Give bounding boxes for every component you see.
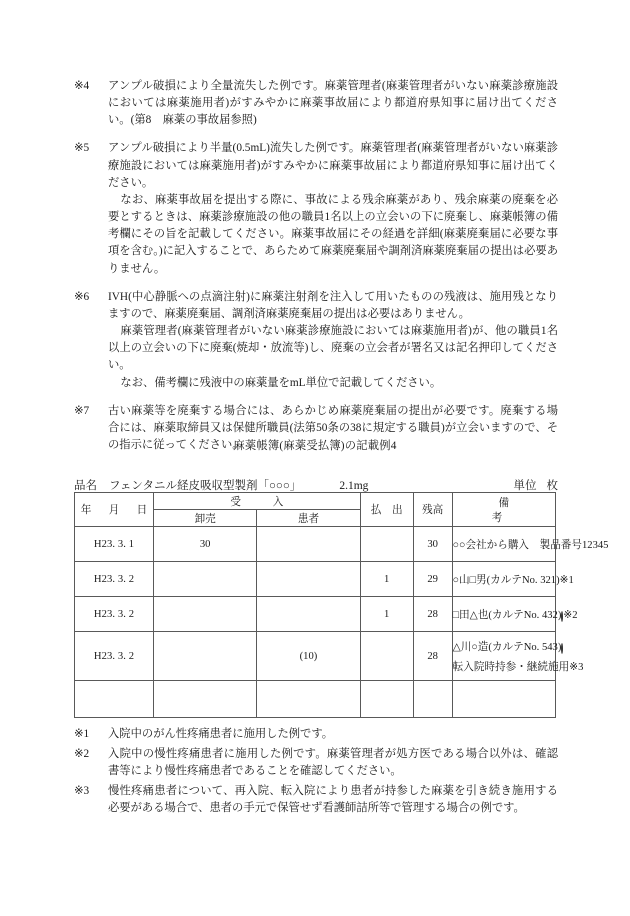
- remarks-text: □田△也(カルテNo. 432): [452, 609, 562, 621]
- cell-wholesale: 30: [154, 527, 257, 562]
- cell-payout: [360, 632, 413, 681]
- bottom-note-paragraph: 慢性疼痛患者について、再入院、転入院により患者が持参した麻薬を引き続き施用する必要がある場合で、患者の手元で保管せず看護師詰所等で管理する場合の例です。: [108, 784, 558, 814]
- bottom-note-paragraph: 入院中のがん性疼痛患者に施用した例です。: [108, 728, 334, 740]
- remarks-line-2: [452, 659, 584, 674]
- product-header-line: [74, 477, 558, 493]
- col-header-remarks-label: 備 考: [491, 497, 572, 524]
- bottom-note-marker: ※2: [74, 747, 90, 760]
- col-header-receipt-group: [154, 493, 361, 510]
- col-header-wholesale-label: 卸売: [194, 513, 216, 525]
- remarks-text: ○○会社から購入 製品番号12345: [452, 539, 609, 551]
- top-note-paragraph: なお、麻薬事故届を提出する際に、事故による残余麻薬があり、残余麻薬の廃棄を必要とするときは、麻薬診療施設の他の職員1名以上の立会いの下に廃棄し、麻薬帳簿の備考欄にその旨を記載してください。麻薬事故届にその経過を詳細(麻薬廃棄届に必要な事項を含む。)に記入することで、あらためて麻薬廃棄届や調剤済麻薬廃棄届の提出は必要ありません。: [108, 193, 558, 275]
- remarks-footnote-ref: ※1: [559, 574, 574, 586]
- product-dose: 2.1mg: [339, 480, 369, 492]
- table-row: [75, 562, 556, 597]
- top-note-body: [108, 78, 558, 129]
- table-row: [75, 632, 556, 681]
- page-title: 麻薬帳簿(麻薬受払簿)の記載例4: [233, 440, 397, 452]
- cell-balance: 29: [413, 562, 452, 597]
- top-note-paragraph: 古い麻薬等を廃棄する場合には、あらかじめ麻薬廃棄届の提出が必要です。廃棄する場合には、麻薬取締員又は保健所職員(法第50条の38に規定する職員)が立会いますので、その指示に従ってください。: [108, 404, 558, 451]
- cell-remarks: [452, 632, 584, 681]
- remarks-text: 転入院時持参・継続施用: [452, 661, 570, 673]
- table-header-row-1: [75, 493, 556, 510]
- col-header-patient-label: 患者: [297, 513, 320, 525]
- cell-balance: [413, 681, 452, 718]
- cell-date: H23. 3. 2: [75, 562, 154, 597]
- top-note-item: [74, 289, 558, 392]
- top-note-paragraph: IVH(中心静脈への点滴注射)に麻薬注射剤を注入して用いたものの残液は、施用残となりますので、麻薬廃棄届、調剤済麻薬廃棄届の提出は必要はありません。: [108, 290, 558, 320]
- col-header-balance: [413, 493, 452, 527]
- cell-wholesale: [154, 632, 257, 681]
- top-note-body: [108, 289, 558, 392]
- bottom-note-item: [74, 746, 558, 780]
- col-header-remarks: [452, 493, 572, 527]
- bottom-note-body: [108, 746, 558, 780]
- col-header-wholesale: [154, 510, 257, 527]
- bottom-note-paragraph: 入院中の慢性疼痛患者に施用した例です。麻薬管理者が処方医である場合以外は、確認書等により慢性疼痛患者であることを確認してください。: [108, 747, 558, 777]
- col-header-patient: [257, 510, 360, 527]
- cell-payout: [360, 681, 413, 718]
- bottom-note-body: [108, 726, 558, 743]
- top-note-paragraph: 麻薬管理者(麻薬管理者がいない麻薬診療施設においては麻薬施用者)が、他の職員1名以上の立会いの下に廃棄(焼却・放流等)し、廃棄の立会者が署名又は記名押印してください。: [108, 325, 558, 372]
- remarks-footnote-ref: ※3: [569, 661, 584, 673]
- cell-date: H23. 3. 2: [75, 597, 154, 632]
- cell-patient: [257, 562, 360, 597]
- cell-date: H23. 3. 1: [75, 527, 154, 562]
- narcotics-ledger-table: [74, 492, 609, 718]
- col-header-payout-label: 払 出: [370, 505, 403, 516]
- seal-stamp-icon: [561, 643, 563, 654]
- top-note-paragraph: アンプル破損により全量流失した例です。麻薬管理者(麻薬管理者がいない麻薬診療施設においては麻薬施用者)がすみやかに麻薬事故届により都道府県知事に届け出てください。(第8 麻薬の事故届参照): [108, 80, 558, 127]
- table-row: [75, 597, 556, 632]
- cell-date: [75, 681, 154, 718]
- cell-date: H23. 3. 2: [75, 632, 154, 681]
- bottom-note-item: [74, 783, 558, 817]
- table-row: [75, 527, 556, 562]
- remarks-line-1: [452, 607, 578, 622]
- cell-payout: 1: [360, 597, 413, 632]
- cell-remarks: [452, 527, 609, 562]
- bottom-note-item: [74, 726, 558, 743]
- top-note-item: [74, 78, 558, 129]
- cell-balance: 30: [413, 527, 452, 562]
- top-note-marker: ※6: [74, 290, 90, 303]
- bottom-notes-section: [74, 726, 558, 820]
- product-label: 品名: [74, 480, 97, 492]
- remarks-line-1: [452, 537, 609, 552]
- unit-value: 枚: [546, 480, 558, 492]
- cell-wholesale: [154, 597, 257, 632]
- top-note-paragraph: アンプル破損により半量(0.5mL)流失した例です。麻薬管理者(麻薬管理者がいない麻薬診療施設においては麻薬施用者)がすみやかに麻薬事故届により都道府県知事に届け出てください。: [108, 142, 558, 189]
- bottom-note-body: [108, 783, 558, 817]
- remarks-footnote-ref: ※2: [563, 609, 578, 621]
- cell-wholesale: [154, 562, 257, 597]
- top-notes-section: [74, 78, 558, 454]
- top-note-paragraph: なお、備考欄に残液中の麻薬量をmL単位で記載してください。: [120, 376, 442, 389]
- top-note-body: [108, 140, 558, 277]
- cell-balance: 28: [413, 597, 452, 632]
- remarks-line-1: [452, 639, 562, 654]
- cell-patient: [257, 527, 360, 562]
- cell-payout: 1: [360, 562, 413, 597]
- table-row: [75, 681, 556, 718]
- remarks-text: △川○造(カルテNo. 543): [452, 641, 562, 653]
- cell-patient: (10): [257, 632, 360, 681]
- cell-patient: [257, 597, 360, 632]
- top-note-marker: ※4: [74, 80, 90, 92]
- cell-balance: 28: [413, 632, 452, 681]
- top-note-marker: ※7: [74, 404, 90, 417]
- table-header: [75, 493, 572, 527]
- cell-wholesale: [154, 681, 257, 718]
- cell-remarks: [452, 562, 574, 597]
- cell-payout: [360, 527, 413, 562]
- col-header-receipt-group-label: 受 入: [230, 496, 284, 508]
- remarks-line-1: [452, 572, 574, 587]
- col-header-balance-label: 残高: [422, 505, 444, 516]
- top-note-item: [74, 140, 558, 277]
- remarks-text: ○山□男(カルテNo. 321): [452, 574, 560, 586]
- top-note-marker: ※5: [74, 142, 90, 155]
- cell-patient: [257, 681, 360, 718]
- bottom-note-marker: ※3: [74, 784, 90, 797]
- col-header-payout: [360, 493, 413, 527]
- col-header-date: [75, 493, 154, 527]
- bottom-note-marker: ※1: [74, 728, 90, 740]
- cell-remarks: [452, 597, 578, 632]
- col-header-date-label: 年 月 日: [80, 505, 151, 516]
- cell-remarks: [452, 681, 555, 718]
- unit-label: 単位: [513, 480, 537, 492]
- table-body: [75, 527, 609, 718]
- product-name: フェンタニル経皮吸収型製剤「○○○」: [109, 480, 302, 492]
